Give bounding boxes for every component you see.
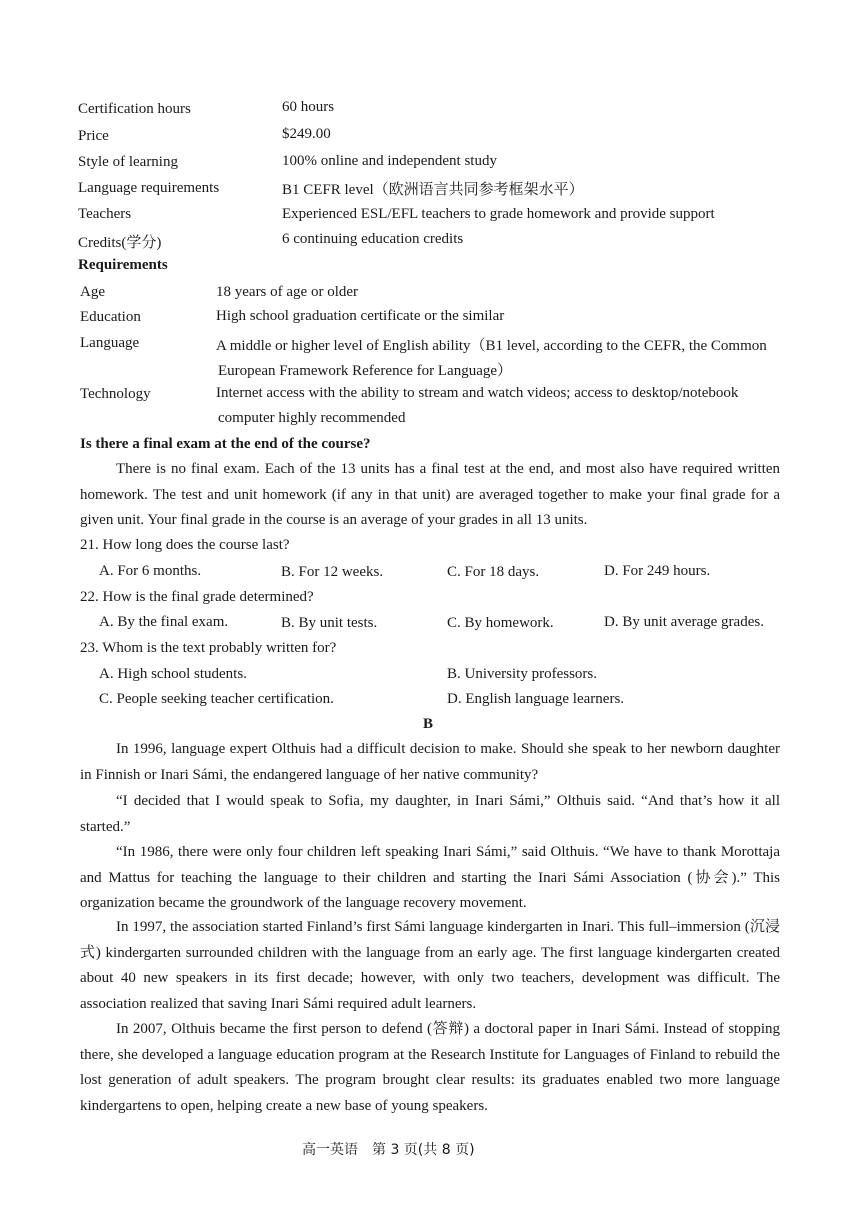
question-stem: 21. How long does the course last? (80, 537, 290, 553)
credits-label: Credits(学分) (78, 235, 162, 251)
certification-hours-label: Certification hours (78, 101, 191, 117)
option-b: B. University professors. (447, 666, 597, 682)
teachers-label: Teachers (78, 206, 132, 222)
option-c: C. People seeking teacher certification. (99, 691, 334, 707)
passage-b-paragraph-2: “I decided that I would speak to Sofia, my daughter, in Inari Sámi,” Olthuis said. “And that’s how it all started.” (80, 793, 780, 835)
question-stem: 23. Whom is the text probably written for? (80, 640, 337, 656)
style-of-learning-label: Style of learning (78, 154, 178, 170)
age-value: 18 years of age or older (216, 284, 359, 300)
option-b: B. By unit tests. (281, 615, 378, 631)
page-footer: 高一英语 第 3 页(共 8 页) (302, 1142, 475, 1158)
exam-heading: Is there a final exam at the end of the course? (80, 436, 371, 452)
price-label: Price (78, 128, 109, 144)
passage-b-paragraph-3: “In 1986, there were only four children left speaking Inari Sámi,” said Olthuis. “We have to thank Morottaja and Mattus for teaching the language to their children and starting the Inari Sámi Association (协会).” This organization became the groundwork of the language recovery movement. (80, 844, 780, 912)
language-requirements-value: B1 CEFR level（欧洲语言共同参考框架水平） (282, 182, 584, 198)
teachers-value: Experienced ESL/EFL teachers to grade homework and provide support (282, 206, 715, 222)
exam-paragraph: There is no final exam. Each of the 13 units has a final test at the end, and most also have required written homework. The test and unit homework (if any in that unit) are averaged together to make your final grade for a given unit. Your final grade in the course is an average of your grades in all 13 units. (80, 461, 780, 529)
passage-b-paragraph-1: In 1996, language expert Olthuis had a difficult decision to make. Should she speak to her newborn daughter in Finnish or Inari Sámi, the endangered language of her native community? (80, 741, 780, 783)
technology-label: Technology (80, 386, 151, 402)
option-a: A. For 6 months. (99, 563, 202, 579)
price-value: $249.00 (282, 126, 331, 142)
requirements-heading: Requirements (78, 257, 168, 273)
language-label: Language (80, 335, 140, 351)
section-b-title: B (423, 716, 434, 732)
passage-b-paragraph-5: In 2007, Olthuis became the first person to defend (答辩) a doctoral paper in Inari Sámi. Instead of stopping there, she developed a language education program at the Research Institute for Languages of Finland to rebuild the lost generation of adult speakers. The program brought clear results: its graduates enabled two more language kindergartens to open, helping create a new base of young speakers. (80, 1021, 780, 1114)
option-c: C. By homework. (447, 615, 554, 631)
education-label: Education (80, 309, 141, 325)
passage-b-paragraph-4: In 1997, the association started Finland’s first Sámi language kindergarten in Inari. This full–immersion (沉浸式) kindergarten surrounded children with the language from an early age. The first language kindergarten created about 40 new speakers in its first decade; however, with only two teachers, development was difficult. The association realized that saving Inari Sámi required adult learners. (80, 919, 780, 1012)
education-value: High school graduation certificate or the similar (216, 308, 505, 324)
option-d: D. English language learners. (447, 691, 625, 707)
option-a: A. High school students. (99, 666, 247, 682)
option-a: A. By the final exam. (99, 614, 229, 630)
option-d: D. For 249 hours. (604, 563, 711, 579)
option-c: C. For 18 days. (447, 564, 540, 580)
technology-value-line1: Internet access with the ability to stream and watch videos; access to desktop/notebook (216, 385, 739, 401)
age-label: Age (80, 284, 105, 300)
certification-hours-value: 60 hours (282, 99, 335, 115)
language-requirements-label: Language requirements (78, 180, 220, 196)
question-stem: 22. How is the final grade determined? (80, 589, 314, 605)
option-b: B. For 12 weeks. (281, 564, 384, 580)
style-of-learning-value: 100% online and independent study (282, 153, 497, 169)
language-value-line1: A middle or higher level of English ability（B1 level, according to the CEFR, the Common (216, 338, 767, 354)
technology-value-line2: computer highly recommended (218, 410, 406, 426)
language-value-line2: European Framework Reference for Language） (218, 363, 513, 379)
option-d: D. By unit average grades. (604, 614, 764, 630)
credits-value: 6 continuing education credits (282, 231, 464, 247)
